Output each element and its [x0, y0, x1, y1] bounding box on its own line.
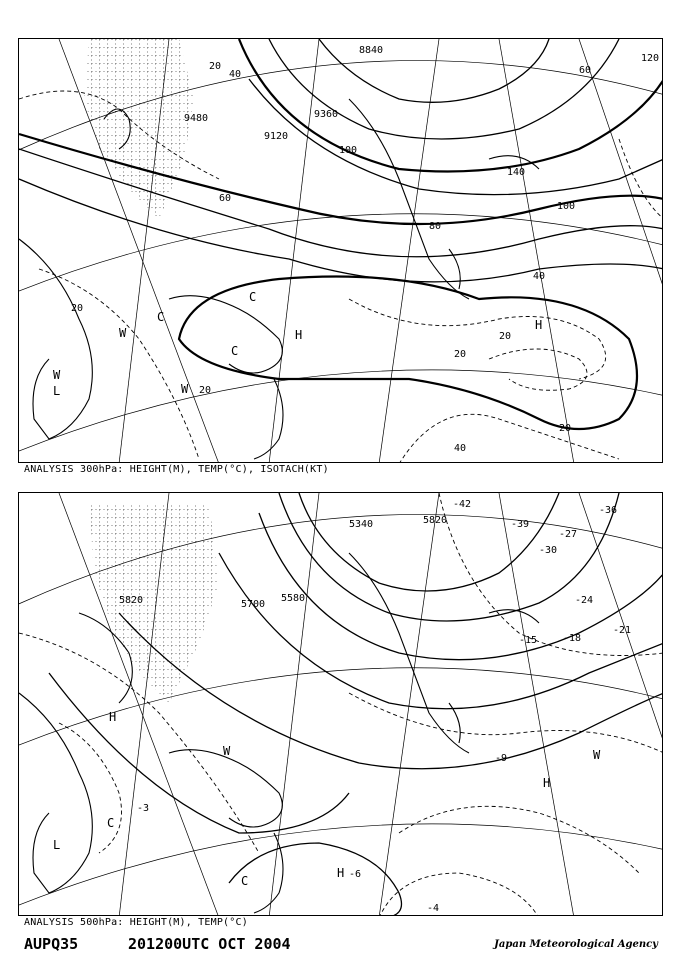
map-label: 140 [507, 167, 526, 178]
caption-300hpa: ANALYSIS 300hPa: HEIGHT(M), TEMP(°C), ISOTACH(KT) [24, 464, 329, 475]
map-label: -24 [575, 595, 594, 606]
warm-marker: W [593, 748, 601, 762]
map-label: -15 [519, 635, 538, 646]
map-label: -39 [511, 519, 530, 530]
map-label: -18 [563, 633, 582, 644]
map-label: 40 [229, 69, 242, 80]
map-label: 60 [219, 193, 232, 204]
map-label: 5820 [423, 515, 448, 526]
map-label: -9 [495, 753, 508, 764]
map-300hpa [18, 38, 663, 463]
map-label: 20 [209, 61, 222, 72]
map-label: 5700 [241, 599, 266, 610]
map-label: 9120 [264, 131, 289, 142]
cold-marker: C [241, 874, 249, 888]
map-label: 5820 [119, 595, 144, 606]
map-label: 60 [579, 65, 592, 76]
map-label: 20 [499, 331, 512, 342]
low-pressure-marker: L [53, 384, 61, 398]
map-label: 20 [199, 385, 212, 396]
map-label: 9480 [184, 113, 209, 124]
agency-name: Japan Meteorological Agency [494, 939, 658, 950]
cold-marker: C [249, 290, 257, 304]
warm-marker: W [223, 744, 231, 758]
map-label: 9360 [314, 109, 339, 120]
hatched-region [89, 503, 219, 703]
map-label: -42 [453, 499, 472, 510]
warm-marker: W [119, 326, 127, 340]
map-label: 40 [454, 443, 467, 454]
map-label: -36 [599, 505, 618, 516]
map-label: -6 [349, 869, 362, 880]
map-label: 100 [557, 201, 576, 212]
high-pressure-marker: H [337, 866, 345, 880]
caption-500hpa: ANALYSIS 500hPa: HEIGHT(M), TEMP(°C) [24, 917, 248, 928]
map-label: 120 [641, 53, 660, 64]
warm-marker: W [53, 368, 61, 382]
high-pressure-marker: H [535, 318, 543, 332]
map-label: 8840 [359, 45, 384, 56]
map-label: 20 [71, 303, 84, 314]
high-pressure-marker: H [543, 776, 551, 790]
map-label: -4 [427, 903, 440, 914]
warm-marker: W [181, 382, 189, 396]
map-label: 20 [559, 423, 572, 434]
hatched-region [84, 39, 194, 219]
map-label: 20 [454, 349, 467, 360]
cold-marker: C [157, 310, 165, 324]
valid-time: 201200UTC OCT 2004 [128, 935, 291, 953]
map-label: 80 [429, 221, 442, 232]
map-label: -30 [539, 545, 558, 556]
map-300hpa-canvas [19, 39, 663, 463]
high-pressure-marker: H [295, 328, 303, 342]
map-label: -3 [137, 803, 150, 814]
high-pressure-marker: H [109, 710, 117, 724]
map-500hpa-canvas [19, 493, 663, 916]
map-label: -21 [613, 625, 632, 636]
low-pressure-marker: L [53, 838, 61, 852]
map-label: 100 [339, 145, 358, 156]
map-label: 40 [533, 271, 546, 282]
cold-marker: C [107, 816, 115, 830]
map-label: -27 [559, 529, 578, 540]
cold-marker: C [231, 344, 239, 358]
map-label: 5340 [349, 519, 374, 530]
map-label: 5580 [281, 593, 306, 604]
map-500hpa [18, 492, 663, 916]
product-code: AUPQ35 [24, 935, 79, 953]
